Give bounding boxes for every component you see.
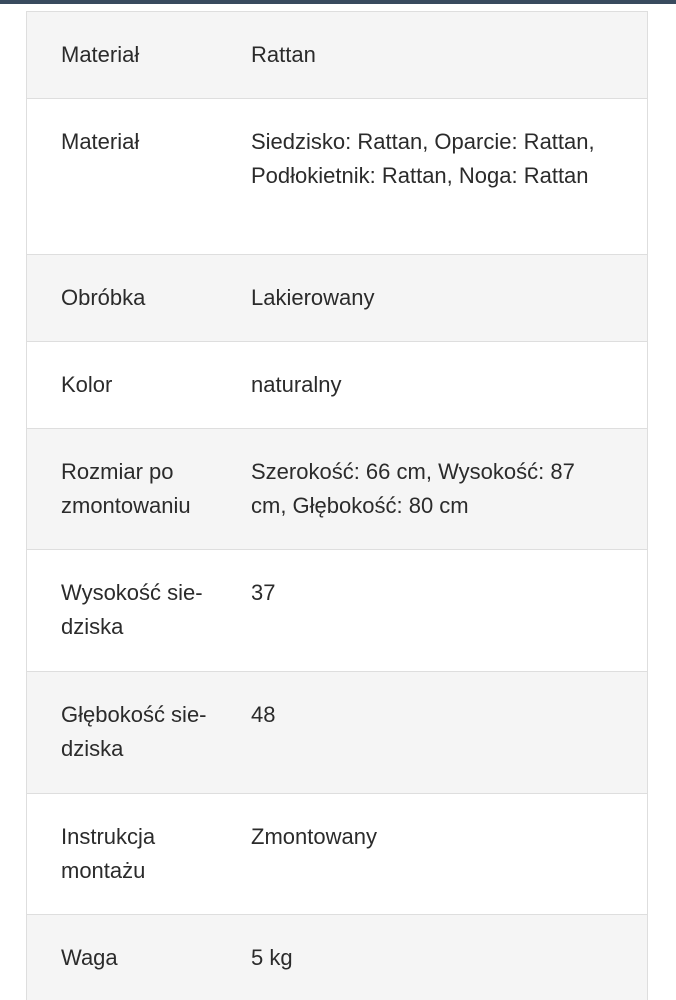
spec-row-weight [27, 915, 647, 1000]
spec-row-seat-depth [27, 672, 647, 794]
spec-value: 48 [251, 702, 276, 727]
spec-label: Instrukcja montażu [61, 824, 156, 883]
spec-value: naturalny [251, 372, 342, 397]
product-spec-table [26, 11, 648, 1000]
spec-value: Siedzisko: Rattan, Oparcie: Rattan, Podłokietnik: Rattan, Noga: Rattan [251, 129, 595, 188]
spec-row-assembled-size [27, 429, 647, 550]
spec-row-color [27, 342, 647, 429]
spec-label: Materiał [61, 42, 140, 67]
spec-value: Zmontowany [251, 824, 377, 849]
spec-value: 5 kg [251, 945, 293, 970]
spec-value: 37 [251, 580, 276, 605]
spec-value: Rattan [251, 42, 316, 67]
spec-label: Obróbka [61, 285, 146, 310]
spec-value: Szerokość: 66 cm, Wysokość: 87 cm, Głębokość: 80 cm [251, 459, 575, 518]
top-header-bar [0, 0, 676, 4]
spec-row-assembly [27, 794, 647, 915]
spec-label: Rozmiar po zmontowaniu [61, 459, 191, 518]
spec-row-material-details [27, 99, 647, 255]
spec-label: Materiał [61, 129, 140, 154]
spec-row-material [27, 12, 647, 99]
spec-row-finish [27, 255, 647, 342]
spec-value: Lakierowany [251, 285, 375, 310]
spec-label: Wysokość sie- dziska [61, 580, 203, 639]
spec-row-seat-height [27, 550, 647, 672]
spec-label: Kolor [61, 372, 113, 397]
spec-label: Głębokość sie- dziska [61, 702, 207, 761]
spec-label: Waga [61, 945, 118, 970]
